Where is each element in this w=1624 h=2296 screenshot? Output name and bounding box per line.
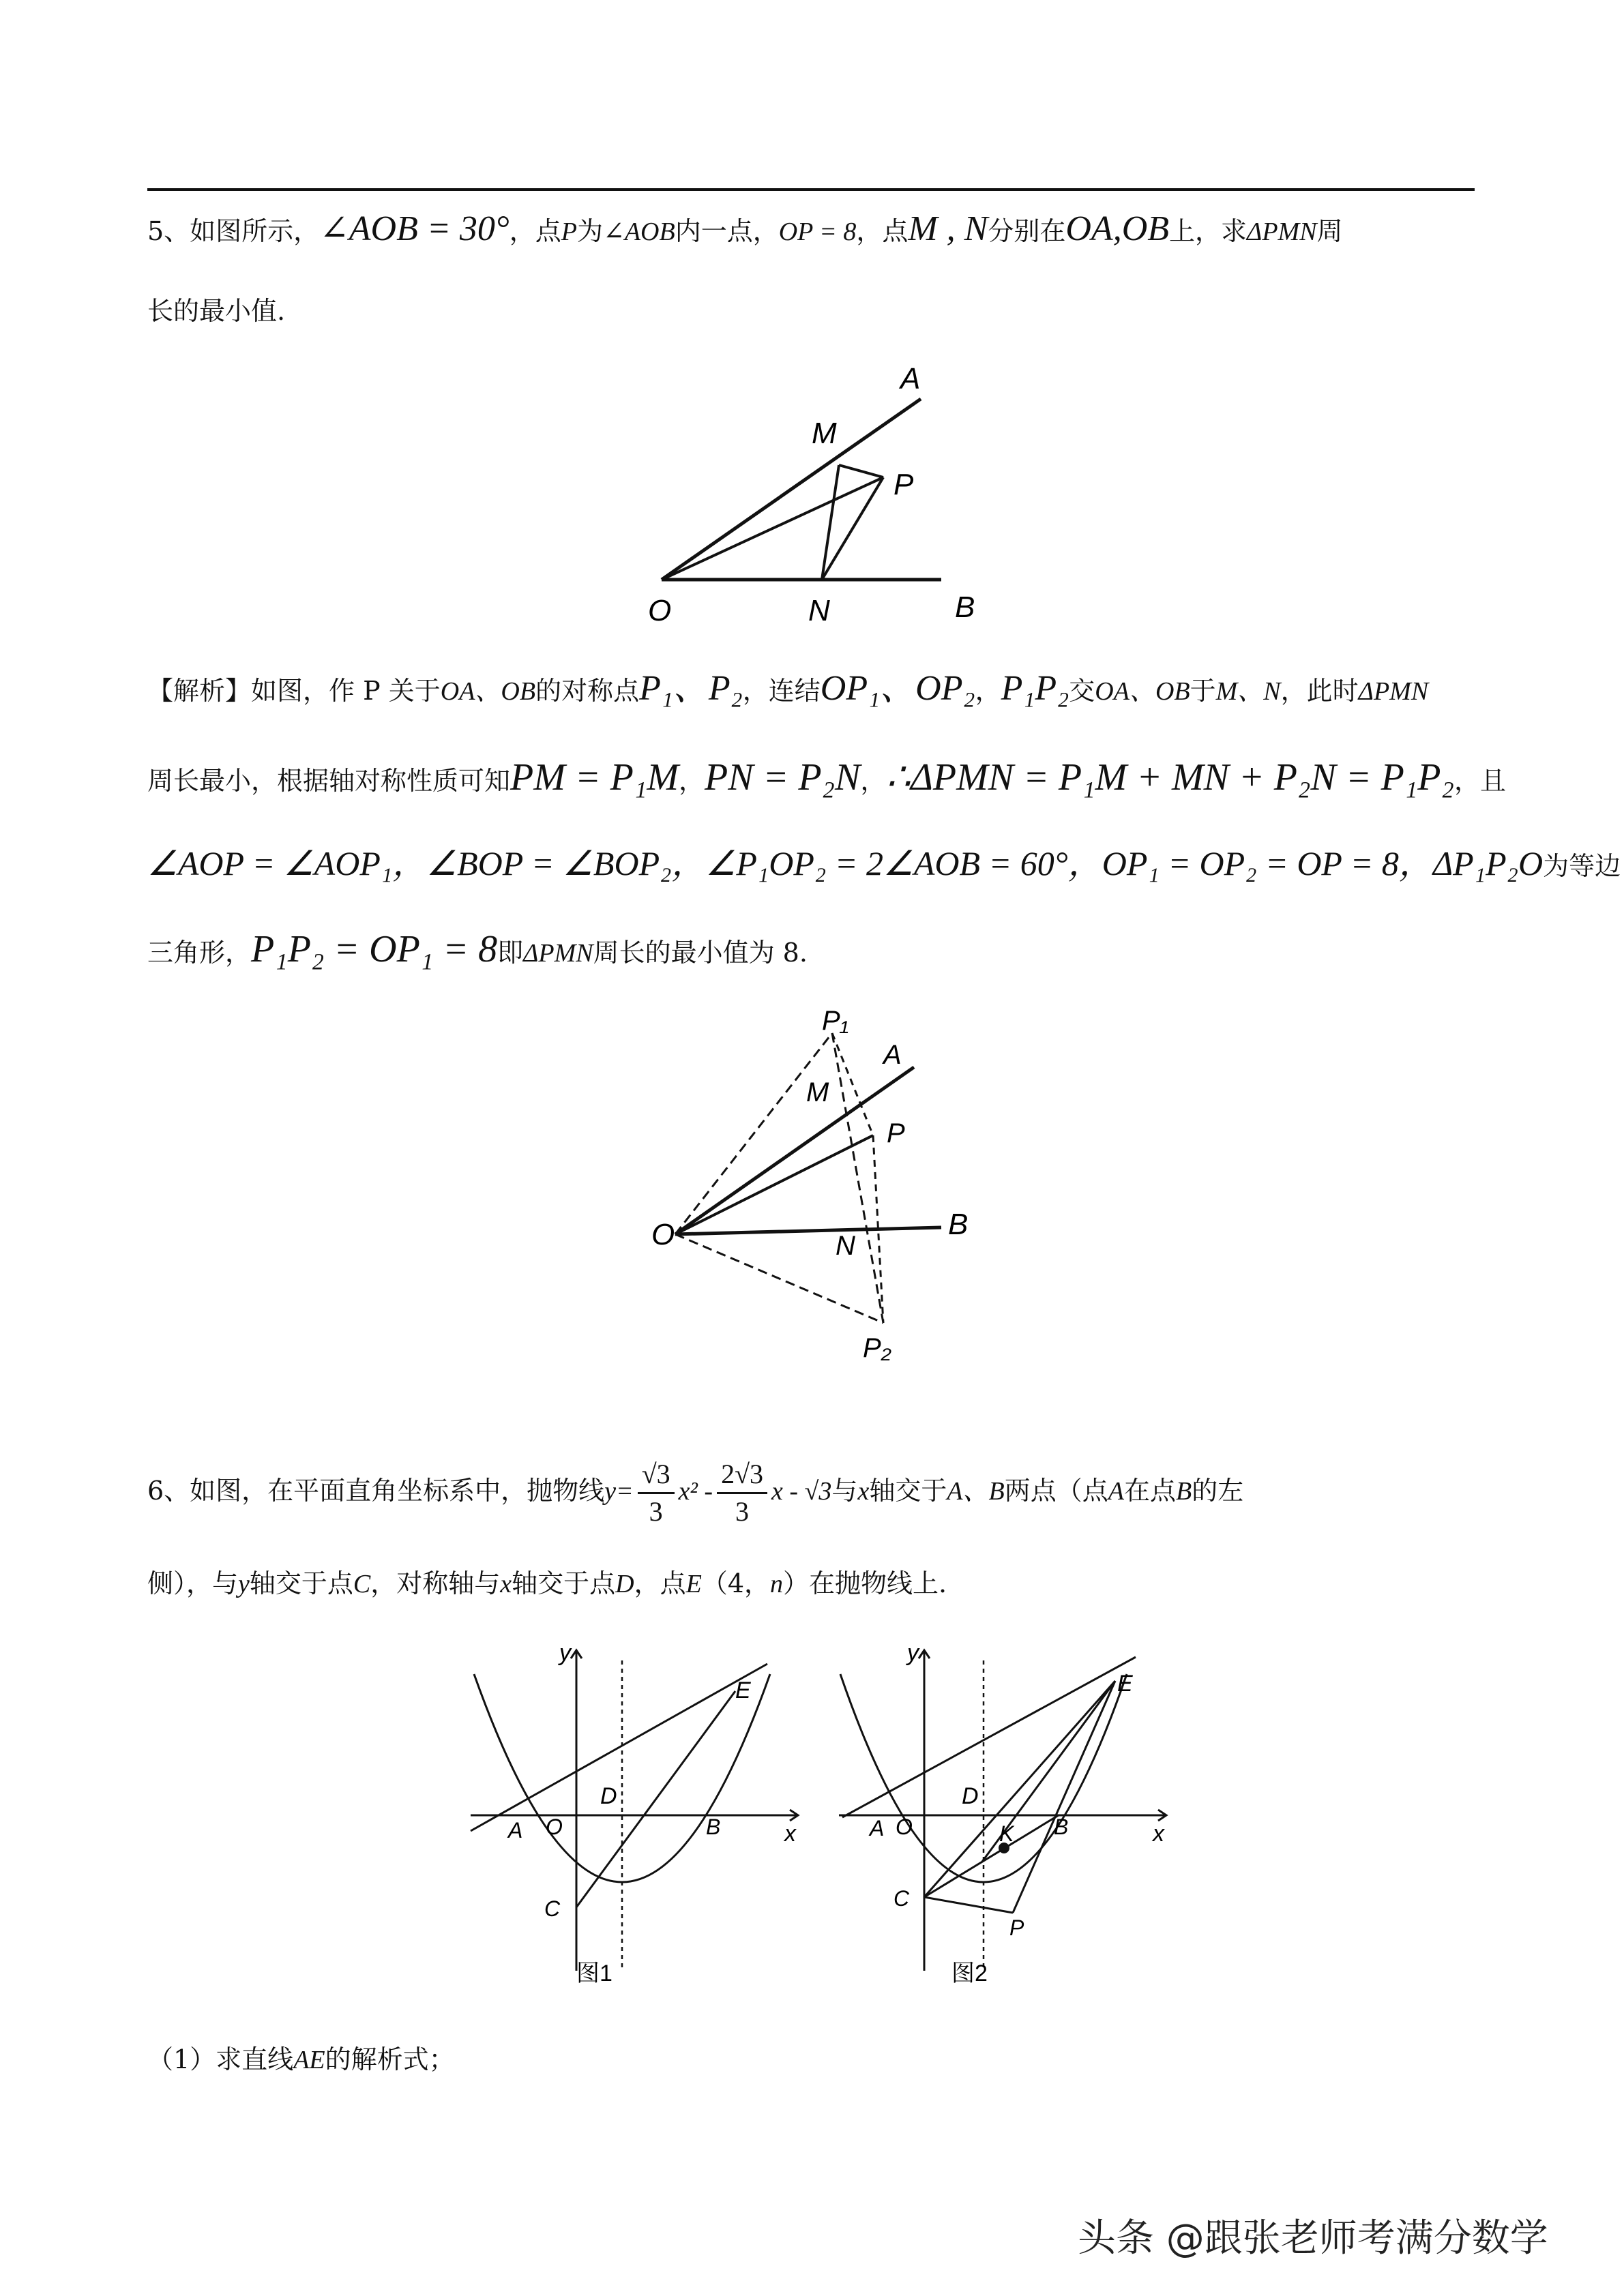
label-o: O (651, 1218, 675, 1251)
label-p: P (1009, 1915, 1024, 1940)
line-ae (842, 1657, 1136, 1817)
label-c: C (894, 1886, 910, 1911)
label-o: O (546, 1815, 563, 1839)
ray-oa (662, 399, 921, 580)
label-b: B (706, 1815, 721, 1839)
sol-line3: ∠AOP = ∠AOP₁，∠BOP = ∠BOP₂，∠P₁OP₂ = 2∠AOB = 60°，OP₁ = OP₂ = OP = 8，ΔP₁P₂O为等边 (147, 844, 1621, 882)
sol-line4: 三角形，P₁P₂ = OP₁ = 8即ΔPMN周长的最小值为 8. (147, 928, 808, 970)
q6-line1: 6、如图，在平面直角坐标系中，抛物线y= $\frac{√3}{3}$ x² - $\frac{2√3}{3}$ x - √3与x轴交于A、B两点（点A在点B的左 (147, 1457, 1243, 1530)
label-n: N (836, 1231, 855, 1261)
label-n: N (808, 594, 830, 627)
label-x: x (784, 1821, 796, 1847)
label-c: C (544, 1896, 561, 1921)
segment-op1 (675, 1033, 832, 1234)
label-m: M (806, 1077, 829, 1107)
label-d: D (600, 1783, 617, 1809)
segment-mn (822, 465, 839, 580)
caption-fig1: 图1 (576, 1960, 612, 1986)
ray-ob (675, 1227, 941, 1234)
top-rule (147, 188, 1475, 191)
label-k: K (999, 1821, 1014, 1846)
label-a: A (870, 1816, 885, 1840)
line-ce (924, 1681, 1115, 1897)
label-a: A (883, 1040, 902, 1070)
label-b: B (955, 591, 975, 624)
fraction-2: $\frac{2√3}{3}$ (717, 1457, 767, 1530)
label-y: y (907, 1640, 919, 1666)
q6-graph2 (825, 1637, 1194, 1991)
label-b: B (1054, 1815, 1069, 1839)
label-o: O (896, 1815, 913, 1839)
line-ae (471, 1664, 767, 1831)
label-p2: P₂ (863, 1333, 891, 1363)
ray-oa (675, 1067, 914, 1234)
q6-part1: （1）求直线AE的解析式； (147, 2044, 455, 2074)
segment-op (675, 1135, 873, 1234)
q5-line1: 5、如图所示，∠AOB = 30°，点P为∠AOB内一点，OP = 8，点M , N分别在OA,OB上，求ΔPMN周 (147, 209, 1343, 248)
label-o: O (648, 594, 672, 627)
label-b: B (948, 1208, 969, 1241)
label-e: E (735, 1678, 751, 1703)
sol-figure2 (628, 1009, 1009, 1377)
q6-line2: 侧），与y轴交于点C，对称轴与x轴交于点D，点E（4，n）在抛物线上. (147, 1568, 947, 1598)
label-a: A (508, 1818, 523, 1843)
label-a: A (900, 362, 921, 396)
sol-line1: 【解析】如图，作 P 关于OA、OB的对称点P₁、P₂，连结OP₁、OP₂，P₁P₂交OA、OB于M、N，此时ΔPMN (147, 669, 1429, 708)
segment-op (662, 477, 883, 580)
label-y: y (559, 1640, 571, 1666)
q5-line2: 长的最小值. (147, 296, 286, 326)
label-e: E (1117, 1671, 1133, 1697)
label-p1: P₁ (822, 1009, 849, 1036)
q5-figure1 (614, 355, 996, 627)
q6-graph1 (457, 1637, 825, 1991)
fraction-1: $\frac{√3}{3}$ (638, 1457, 675, 1530)
sol-line2: 周长最小，根据轴对称性质可知PM = P₁M，PN = P₂N，∴ΔPMN = P₁M + MN + P₂N = P₁P₂，且 (147, 756, 1506, 799)
label-p: P (887, 1118, 905, 1148)
label-m: M (812, 417, 837, 450)
label-x: x (1153, 1821, 1164, 1847)
label-d: D (962, 1783, 979, 1809)
caption-fig2: 图2 (951, 1960, 988, 1986)
watermark: 头条 @跟张老师考满分数学 (1078, 2216, 1548, 2261)
segment-mp (839, 465, 883, 477)
label-p: P (894, 468, 914, 501)
line-cp (924, 1897, 1013, 1913)
